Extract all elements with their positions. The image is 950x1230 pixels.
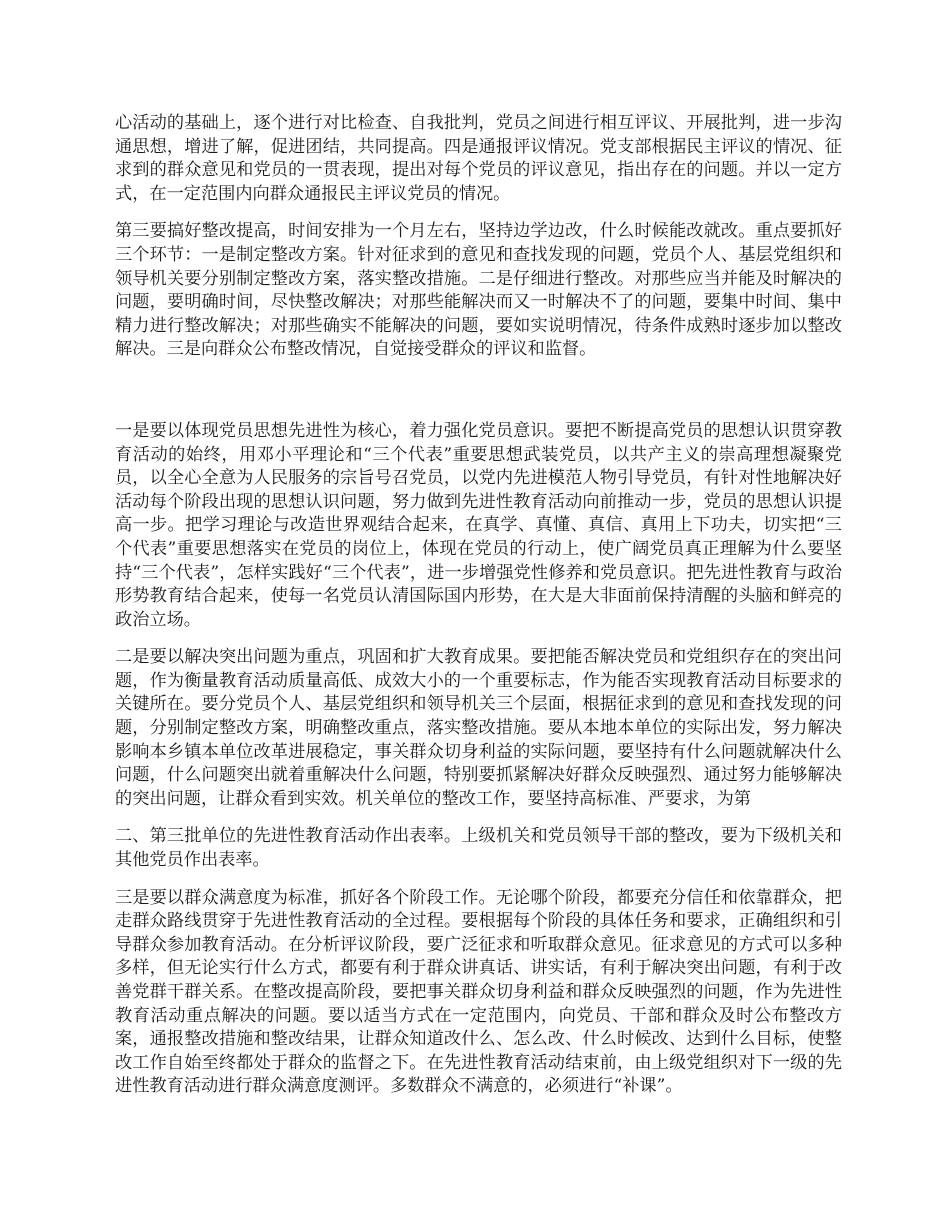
paragraph-party-awareness: 一是要以体现党员思想先进性为核心，着力强化党员意识。要把不断提高党员的思想认识贯穿教育活动的始终，用邓小平理论和“三个代表”重要思想武装党员，以共产主义的崇高理想凝聚党员，以全心全意为人民服务的宗旨号召党员，以党内先进模范人物引导党员，有针对性地解决好活动每个阶段出现的思想认识问题，努力做到先进性教育活动向前推动一步，党员的思想认识提高一步。把学习理论与改造世界观结合起来，在真学、真懂、真信、真用上下功夫，切实把“三个代表”重要思想落实在党员的岗位上，体现在党员的行动上，使广阔党员真正理解为什么要坚持“三个代表”，怎样实践好“三个代表”，进一步增强党性修养和党员意识。把先进性教育与政治形势教育结合起来，使每一名党员认清国际国内形势，在大是大非面前保持清醒的头脑和鲜亮的政治立场。 xyxy=(115,420,842,630)
paragraph-set-example: 二、第三批单位的先进性教育活动作出表率。上级机关和党员领导干部的整改，要为下级机关和其他党员作出表率。 xyxy=(115,826,842,871)
paragraph-rectification-phase: 第三要搞好整改提高，时间安排为一个月左右，坚持边学边改，什么时候能改就改。重点要抓好三个环节：一是制定整改方案。针对征求到的意见和查找发现的问题，党员个人、基层党组织和领导机关要分别制定整改方案，落实整改措施。二是仔细进行整改。对那些应当并能及时解决的问题，要明确时间，尽快整改解决；对那些能解决而又一时解决不了的问题，要集中时间、集中精力进行整改解决；对那些确实不能解决的问题，要如实说明情况，待条件成熟时逐步加以整改解决。三是向群众公布整改情况，自觉接受群众的评议和监督。 xyxy=(115,221,842,360)
paragraph-evaluation-steps: 心活动的基础上，逐个进行对比检查、自我批判，党员之间进行相互评议、开展批判，进一步沟通思想，增进了解，促进团结，共同提高。四是通报评议情况。党支部根据民主评议的情况、征求到的群众意见和党员的一贯表现，提出对每个党员的评议意见，指出存在的问题。并以一定方式，在一定范围内向群众通报民主评议党员的情况。 xyxy=(115,113,842,204)
document-body xyxy=(115,112,842,1099)
paragraph-solve-problems: 二是要以解决突出问题为重点，巩固和扩大教育成果。要把能否解决党员和党组织存在的突出问题，作为衡量教育活动质量高低、成效大小的一个重要标志，作为能否实现教育活动目标要求的关键所在。要分党员个人、基层党组织和领导机关三个层面，根据征求到的意见和查找发现的问题，分别制定整改方案，明确整改重点，落实整改措施。要从本地本单位的实际出发，努力解决影响本乡镇本单位改革进展稳定，事关群众切身利益的实际问题，要坚持有什么问题就解决什么问题，什么问题突出就着重解决什么问题，特别要抓紧解决好群众反映强烈、通过努力能够解决的突出问题，让群众看到实效。机关单位的整改工作，要坚持高标准、严要求，为第 xyxy=(115,647,842,809)
paragraph-mass-satisfaction: 三是要以群众满意度为标准，抓好各个阶段工作。无论哪个阶段，都要充分信任和依靠群众，把走群众路线贯穿于先进性教育活动的全过程。要根据每个阶段的具体任务和要求，正确组织和引导群众参加教育活动。在分析评议阶段，要广泛征求和听取群众意见。征求意见的方式可以多种多样，但无论实行什么方式，都要有利于群众讲真话、讲实话，有利于解决突出问题，有利于改善党群干群关系。在整改提高阶段，要把事关群众切身利益和群众反映强烈的问题，作为先进性教育活动重点解决的问题。要以适当方式在一定范围内，向党员、干部和群众及时公布整改方案，通报整改措施和整改结果，让群众知道改什么、怎么改、什么时候改、达到什么目标，使整改工作自始至终都处于群众的监督之下。在先进性教育活动结束前，由上级党组织对下一级的先进性教育活动进行群众满意度测评。多数群众不满意的，必须进行“补课”。 xyxy=(115,887,842,1097)
